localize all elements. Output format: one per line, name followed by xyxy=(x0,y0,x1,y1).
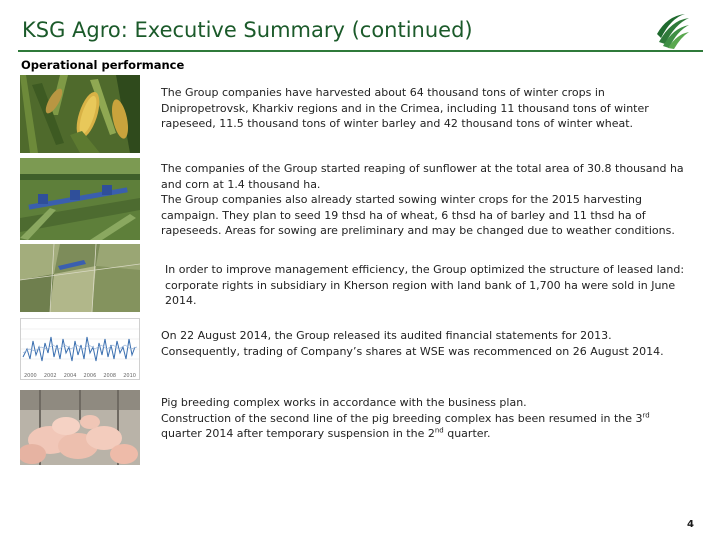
x-tick: 2004 xyxy=(63,373,77,379)
page-number: 4 xyxy=(687,519,694,530)
pig-breeding-paragraph xyxy=(161,395,691,442)
section-subtitle: Operational performance xyxy=(21,58,185,72)
chart-x-axis xyxy=(21,373,139,379)
sowing-text: The Group companies also already started sowing winter crops for the 2015 harvesting campaign. They plan to seed 19 thsd ha of wheat, 6 thsd ha of barley and 11 thsd ha of rapeseeds. Areas for sowing are preliminary and may be changed due to weather conditions. xyxy=(161,193,675,237)
pig-construction-part-c: quarter. xyxy=(443,427,491,440)
piglets-photo xyxy=(20,390,140,465)
reaping-text: The companies of the Group started reaping of sunflower at the total area of 30.8 thousand ha and corn at 1.4 thousand ha. xyxy=(161,162,684,191)
x-tick: 2006 xyxy=(83,373,97,379)
reaping-sowing-paragraph xyxy=(161,161,691,239)
land-optimization-paragraph xyxy=(165,262,685,309)
x-tick: 2010 xyxy=(123,373,136,379)
x-tick: 2008 xyxy=(103,373,117,379)
title-divider xyxy=(18,50,703,52)
land-optimization-text: In order to improve management efficiency, the Group optimized the structure of leased land: corporate rights in subsidiary in Kherson region with land bank of 1,700 ha were sold in June 2014. xyxy=(165,263,685,307)
financial-statements-paragraph xyxy=(161,328,691,359)
pig-construction-part-b: quarter 2014 after temporary suspension in the 2 xyxy=(161,427,435,440)
share-price-plot xyxy=(21,319,139,369)
irrigation-field-photo xyxy=(20,158,140,240)
harvest-paragraph xyxy=(161,85,691,132)
land-bank-map xyxy=(20,244,140,312)
pig-construction-part-a: Construction of the second line of the pig breeding complex has been resumed in the 3 xyxy=(161,411,643,425)
ordinal-suffix: nd xyxy=(434,426,444,435)
x-tick: 2002 xyxy=(43,373,57,379)
ksg-agro-logo-icon xyxy=(655,12,693,50)
share-price-chart xyxy=(20,318,140,380)
corn-crop-photo xyxy=(20,75,140,153)
page-title: KSG Agro: Executive Summary (continued) xyxy=(22,18,473,42)
pig-construction-text xyxy=(161,411,691,442)
harvest-text: The Group companies have harvested about 64 thousand tons of winter crops in Dnipropetrovsk, Kharkiv regions and in the Crimea, including 11 thousand tons of winter rapeseed, 11.5 thousand tons of winter barley and 42 thousand tons of winter wheat. xyxy=(161,86,649,130)
ordinal-suffix: rd xyxy=(642,410,650,419)
pig-breeding-text: Pig breeding complex works in accordance with the business plan. xyxy=(161,396,527,409)
x-tick: 2000 xyxy=(24,373,37,379)
financial-statements-text: On 22 August 2014, the Group released its audited financial statements for 2013. Consequently, trading of Company’s shares at WSE was recommenced on 26 August 2014. xyxy=(161,329,664,358)
